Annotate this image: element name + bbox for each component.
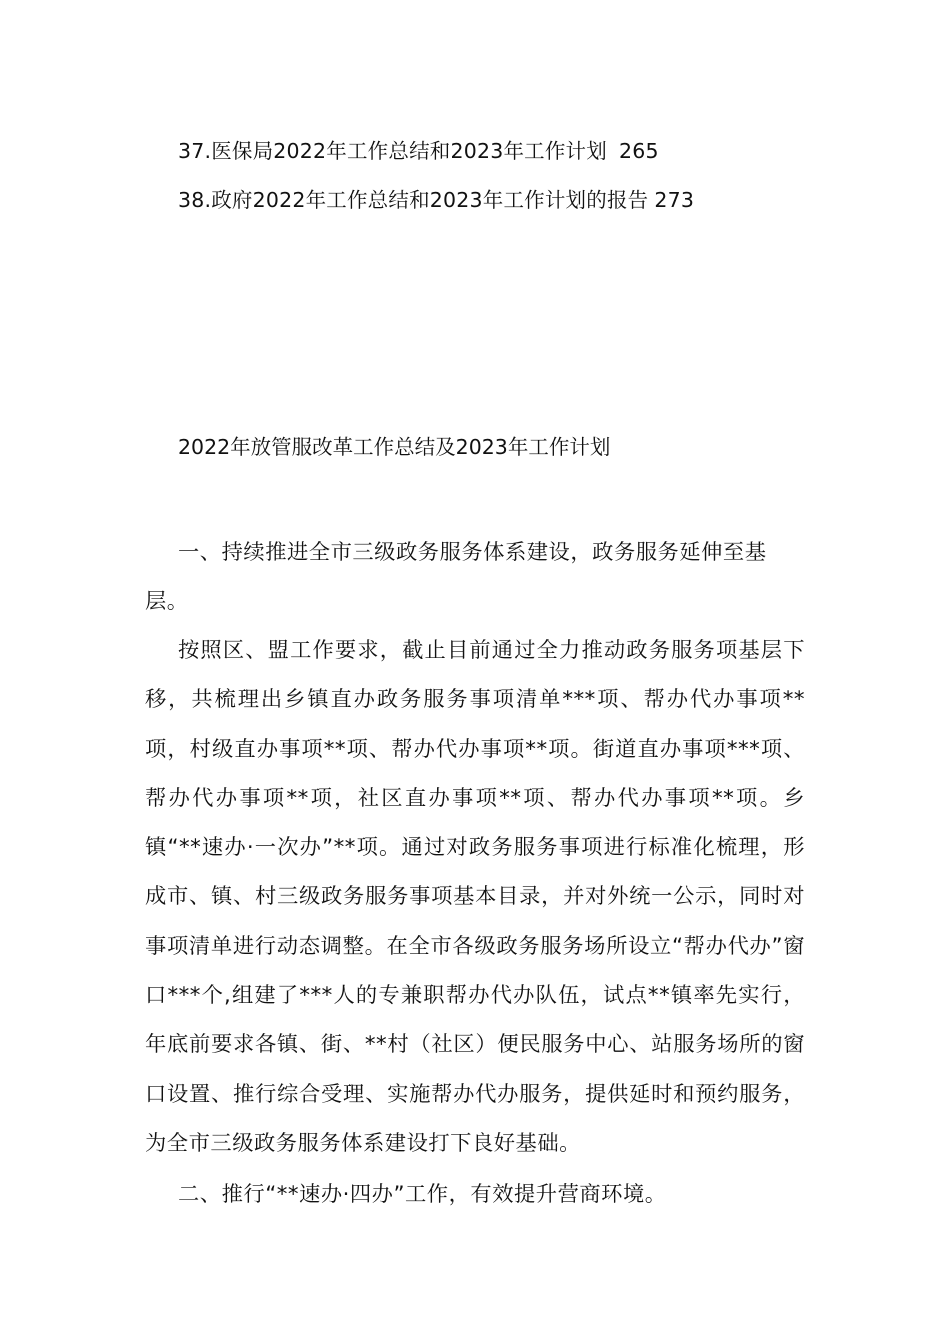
toc-entry[interactable] — [178, 187, 694, 213]
toc-entry-title: 37.医保局2022年工作总结和2023年工作计划 — [178, 139, 607, 163]
toc-entry-page: 265 — [618, 139, 659, 163]
document-title: 2022年放管服改革工作总结及2023年工作计划 — [178, 435, 611, 459]
toc-entry-page: 273 — [654, 188, 695, 212]
section-heading-2: 二、推行“**速办·四办”工作，有效提升营商环境。 — [178, 1182, 667, 1207]
toc-entry[interactable] — [178, 138, 659, 164]
toc-entry-title: 38.政府2022年工作总结和2023年工作计划的报告 — [178, 188, 649, 212]
section-body-1: 按照区、盟工作要求，截止目前通过全力推动政务服务项基层下移，共梳理出乡镇直办政务服务事项清单***项、帮办代办事项**项，村级直办事项**项、帮办代办事项**项。街道直办事项***项、帮办代办事项**项，社区直办事项**项、帮办代办事项**项。乡镇“**速办·一次办”**项。通过对政务服务事项进行标准化梳理，形成市、镇、村三级政务服务事项基本目录，并对外统一公示，同时对事项清单进行动态调整。在全市各级政务服务场所设立“帮办代办”窗口***个,组建了***人的专兼职帮办代办队伍，试点**镇率先实行，年底前要求各镇、街、**村（社区）便民服务中心、站服务场所的窗口设置、推行综合受理、实施帮办代办服务，提供延时和预约服务，为全市三级政务服务体系建设打下良好基础。 — [145, 638, 805, 1156]
section-heading-1: 一、持续推进全市三级政务服务体系建设，政务服务延伸至基层。 — [145, 540, 767, 615]
